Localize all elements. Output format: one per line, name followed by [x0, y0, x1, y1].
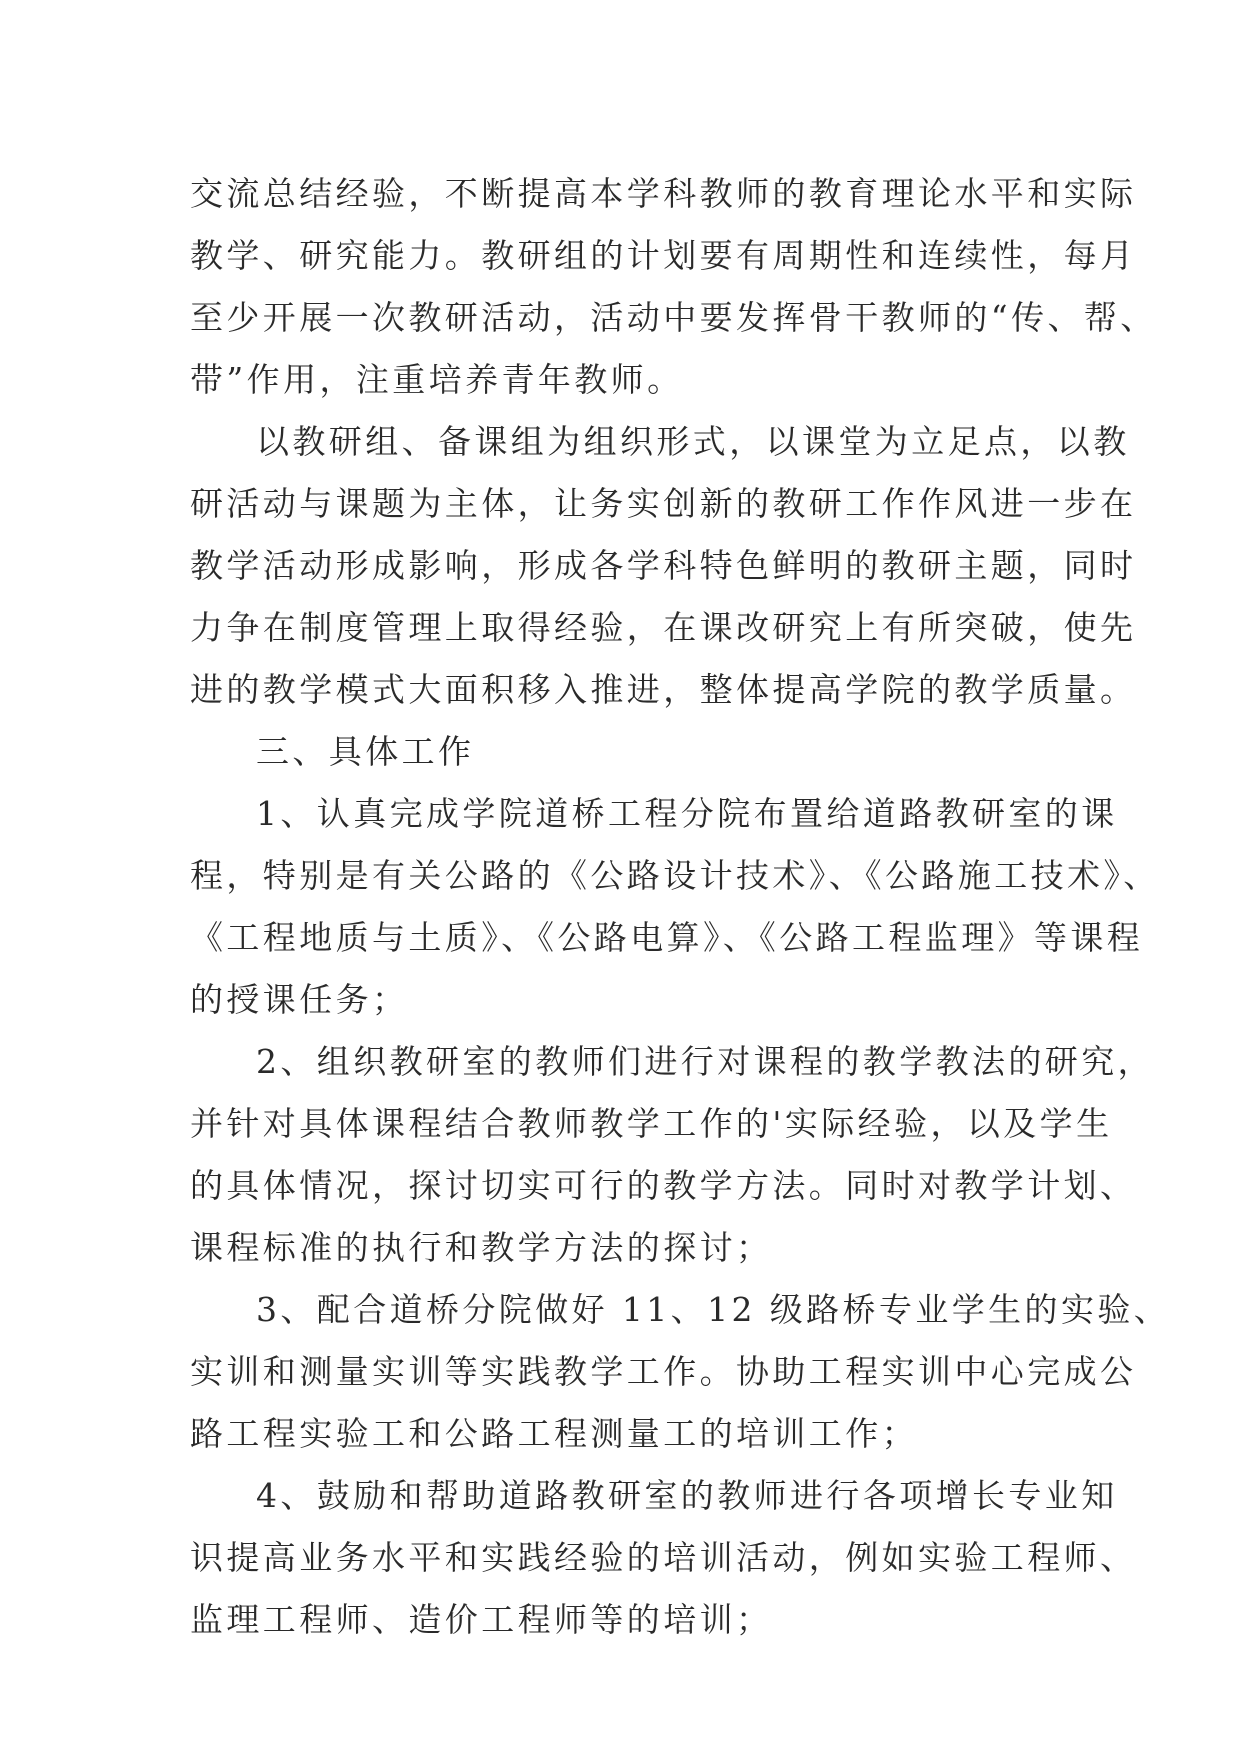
- text-line: 课程标准的执行和教学方法的探讨；: [190, 1228, 773, 1267]
- section-heading: 三、具体工作: [256, 732, 475, 771]
- text-line: 路工程实验工和公路工程测量工的培训工作；: [190, 1414, 918, 1453]
- list-item-4-first-line: 4、鼓励和帮助道路教研室的教师进行各项增长专业知: [256, 1476, 1118, 1515]
- text-line: 程，特别是有关公路的《公路设计技术》、《公路施工技术》、: [190, 856, 1160, 895]
- list-item-3-first-line: 3、配合道桥分院做好 11、12 级路桥专业学生的实验、: [256, 1290, 1171, 1329]
- document-body: [190, 163, 1171, 1651]
- text-line: 的具体情况，探讨切实可行的教学方法。同时对教学计划、: [190, 1166, 1137, 1205]
- list-item-2-first-line: 2、组织教研室的教师们进行对课程的教学教法的研究，: [256, 1042, 1154, 1081]
- paragraph-first-line: 以教研组、备课组为组织形式，以课堂为立足点，以教: [256, 422, 1130, 461]
- text-line: 识提高业务水平和实践经验的培训活动，例如实验工程师、: [190, 1538, 1137, 1577]
- text-line: 交流总结经验，不断提高本学科教师的教育理论水平和实际: [190, 174, 1137, 213]
- text-line: 的授课任务；: [190, 980, 409, 1019]
- text-line: 教学、研究能力。教研组的计划要有周期性和连续性，每月: [190, 236, 1137, 275]
- text-line: 监理工程师、造价工程师等的培训；: [190, 1600, 773, 1639]
- text-line: 至少开展一次教研活动，活动中要发挥骨干教师的“传、帮、: [190, 298, 1157, 337]
- text-line: 《工程地质与土质》、《公路电算》、《公路工程监理》等课程: [190, 918, 1144, 957]
- text-line: 实训和测量实训等实践教学工作。协助工程实训中心完成公: [190, 1352, 1137, 1391]
- text-line: 并针对具体课程结合教师教学工作的'实际经验，以及学生: [190, 1104, 1113, 1143]
- text-line: 研活动与课题为主体，让务实创新的教研工作作风进一步在: [190, 484, 1137, 523]
- text-line: 带”作用，注重培养青年教师。: [190, 360, 684, 399]
- list-item-1-first-line: 1、认真完成学院道桥工程分院布置给道路教研室的课: [256, 794, 1118, 833]
- text-line: 教学活动形成影响，形成各学科特色鲜明的教研主题，同时: [190, 546, 1137, 585]
- text-line: 力争在制度管理上取得经验，在课改研究上有所突破，使先: [190, 608, 1137, 647]
- text-line: 进的教学模式大面积移入推进，整体提高学院的教学质量。: [190, 670, 1137, 709]
